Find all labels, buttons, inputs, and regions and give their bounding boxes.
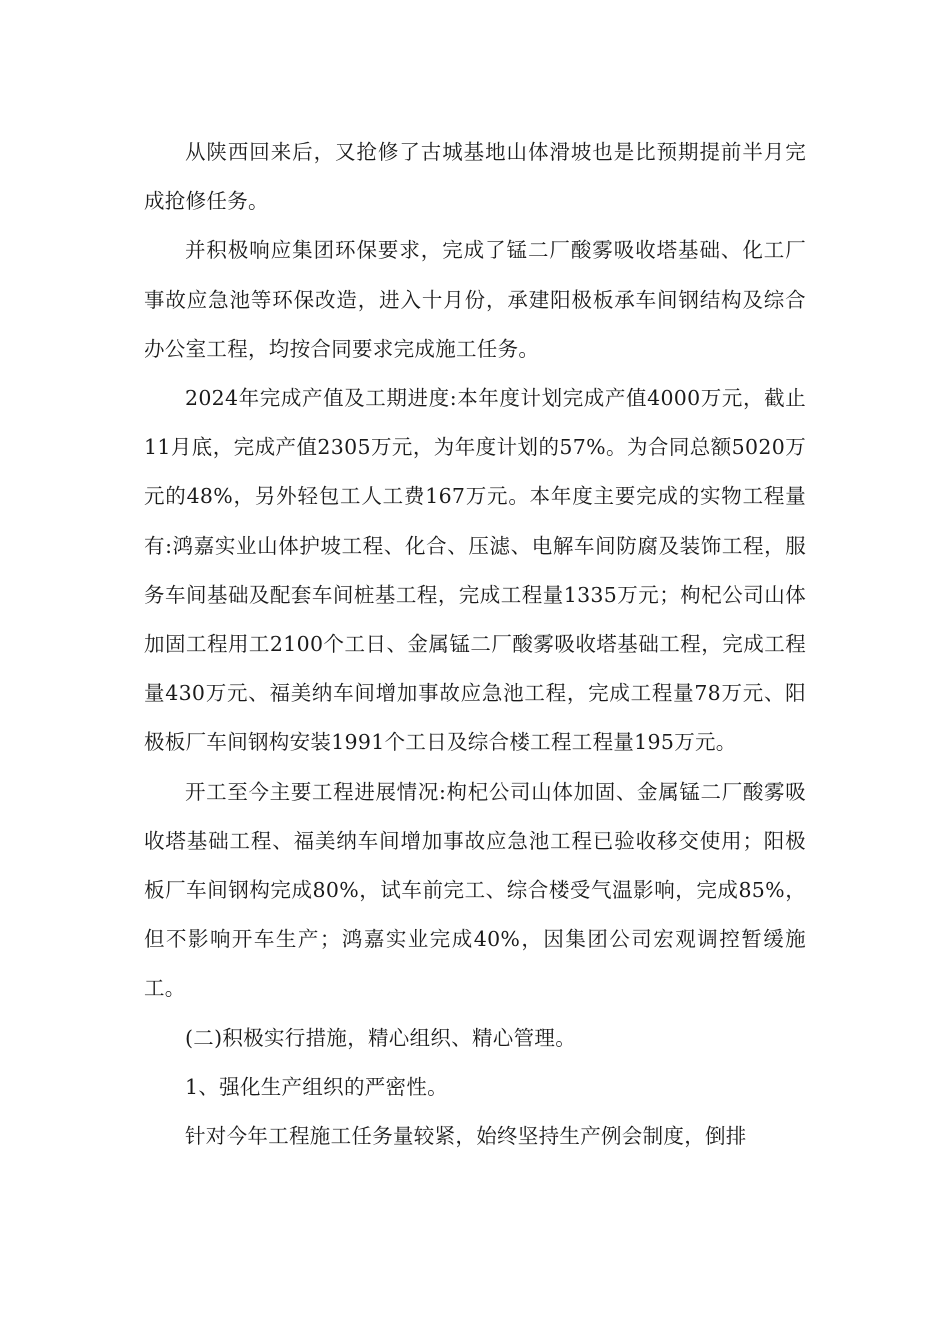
paragraph-3: 2024年完成产值及工期进度:本年度计划完成产值4000万元，截止11月底，完成产值2305万元，为年度计划的57%。为合同总额5020万元的48%，另外轻包工人工费167万元。本年度主要完成的实物工程量有:鸿嘉实业山体护坡工程、化合、压滤、电解车间防腐及装饰工程，服务车间基础及配套车间桩基工程，完成工程量1335万元；枸杞公司山体加固工程用工2100个工日、金属锰二厂酸雾吸收塔基础工程，完成工程量430万元、福美纳车间增加事故应急池工程，完成工程量78万元、阳极板厂车间钢构安装1991个工日及综合楼工程工程量195万元。 [144,386,806,755]
document-body [144,128,806,1161]
paragraph-2: 并积极响应集团环保要求，完成了锰二厂酸雾吸收塔基础、化工厂事故应急池等环保改造，进入十月份，承建阳极板承车间钢结构及综合办公室工程，均按合同要求完成施工任务。 [144,238,806,361]
paragraph-7: 针对今年工程施工任务量较紧，始终坚持生产例会制度，倒排 [185,1124,747,1149]
paragraph-1: 从陕西回来后，又抢修了古城基地山体滑坡也是比预期提前半月完成抢修任务。 [144,140,806,214]
subsection-heading: 1、强化生产组织的严密性。 [185,1074,448,1099]
paragraph-4: 开工至今主要工程进展情况:枸杞公司山体加固、金属锰二厂酸雾吸收塔基础工程、福美纳车间增加事故应急池工程已验收移交使用；阳极板厂车间钢构完成80%，试车前完工、综合楼受气温影响，完成85%，但不影响开车生产；鸿嘉实业完成40%，因集团公司宏观调控暂缓施工。 [144,779,806,1001]
section-heading: (二)积极实行措施，精心组织、精心管理。 [185,1025,576,1050]
